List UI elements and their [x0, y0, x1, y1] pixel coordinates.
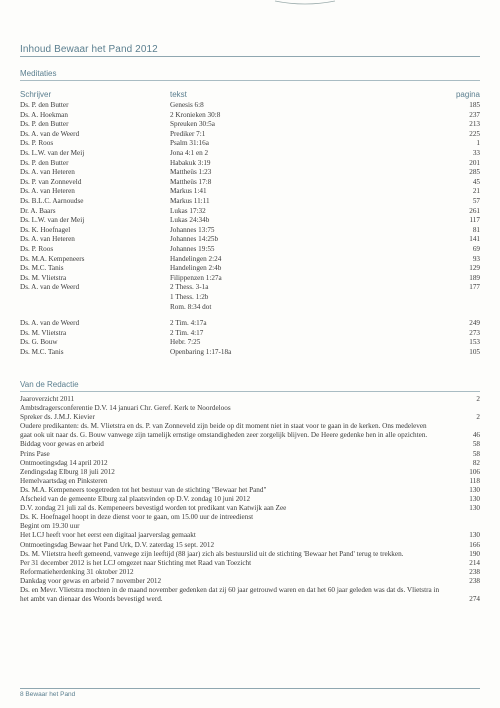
row-text: Mattheüs 1:23 — [170, 168, 212, 177]
row-text: Openbaring 1:17-18a — [170, 348, 232, 356]
list-item — [20, 559, 480, 568]
row-author: Ds. K. Hoefnagel — [20, 225, 71, 234]
table-row — [20, 255, 480, 264]
row-text: Johannes 19:55 — [170, 245, 215, 253]
row-page: 105 — [469, 348, 480, 356]
row-page: 249 — [469, 319, 480, 328]
table-row — [20, 178, 480, 187]
item-text: Oudere predikanten: ds. M. Vlietstra en ds. P. van Zonneveld zijn beide op dit moment niet in staat voor te gaan in de kerken. Ons medeleven gaat ook uit naar ds. G. Bouw vanwege zijn tamelijk ernstige omstandigheden zeer zorgelijk blijven. De Heere gedenke hen in alle opzichten. — [20, 422, 428, 440]
row-page: 213 — [469, 120, 480, 129]
row-page: 129 — [469, 264, 480, 273]
row-author: Ds. P. Roos — [20, 139, 54, 148]
item-text: Ds. K. Hoefnagel hoopt in deze dienst voor te gaan, om 15.00 uur de intreedienst — [20, 513, 254, 522]
table-row — [20, 329, 480, 338]
item-page: 166 — [469, 540, 480, 549]
row-text: Hebr. 7:25 — [170, 338, 201, 347]
title-divider — [20, 56, 480, 57]
item-text: D.V. zondag 21 juli zal ds. Kempeneers bevestigd worden tot predikant van Katwijk aan Zee — [20, 504, 287, 513]
row-author: Ds. A. van de Weerd — [20, 129, 80, 138]
item-text: Ds. M. Vlietstra heeft gemeend, vanwege zijn leeftijd (88 jaar) zich als bestuurslid uit de stichting 'Bewaar het Pand' terug te trekken. — [20, 549, 404, 558]
table-row — [20, 283, 480, 292]
row-author: Ds. A. van de Weerd — [20, 283, 80, 292]
item-page: 238 — [469, 576, 480, 585]
item-page: 130 — [469, 495, 480, 504]
list-item — [20, 422, 480, 440]
item-page: 190 — [469, 549, 480, 558]
list-item — [20, 541, 480, 550]
table-row — [20, 101, 480, 110]
table-row — [20, 348, 480, 357]
list-item — [20, 550, 480, 559]
item-text: Ontmoetingsdag Bewaar het Pand Urk, D.V. zaterdag 15 sept. 2012 — [20, 540, 215, 549]
item-text: Ds. en Mevr. Vlietstra mochten in de maand november gedenken dat zij 60 jaar getrouwd waren en dat het 60 jaar geleden was dat ds. Vlietstra in het ambt van dienaar des Woords bevestigd werd. — [20, 585, 440, 604]
row-text: Genesis 6:8 — [170, 101, 204, 109]
item-page: 2 — [476, 395, 480, 403]
row-page: 45 — [472, 177, 480, 186]
row-text: 2 Tim. 4:17a — [170, 319, 207, 328]
list-item — [20, 568, 480, 577]
item-text: Jaaroverzicht 2011 — [20, 395, 75, 403]
table-row — [20, 139, 480, 148]
row-page: 273 — [469, 328, 480, 337]
item-page: 58 — [472, 440, 480, 449]
row-text: Johannes 13:75 — [170, 225, 215, 234]
item-page: 130 — [469, 485, 480, 494]
item-page: 238 — [469, 567, 480, 576]
list-item — [20, 504, 480, 513]
page-title: Inhoud Bewaar het Pand 2012 — [20, 44, 158, 55]
row-text: Psalm 31:16a — [170, 139, 209, 148]
item-page: 274 — [469, 595, 480, 604]
column-header-text: tekst — [170, 90, 187, 99]
row-author: Ds. A. van Heteren — [20, 235, 75, 244]
row-page: 225 — [469, 129, 480, 138]
item-text: Ontmoetingsdag 14 april 2012 — [20, 458, 108, 467]
row-author: Ds. P. den Butter — [20, 158, 69, 167]
row-author: Ds. P. Roos — [20, 245, 54, 253]
item-text: Ds. M.A. Kempeneers toegetreden tot het bestuur van de stichting "Bewaar het Pand" — [20, 485, 267, 494]
row-page: 185 — [469, 101, 480, 109]
item-page: 130 — [469, 531, 480, 540]
top-decoration — [20, 0, 480, 10]
table-row — [20, 264, 480, 273]
row-page: 33 — [472, 149, 480, 157]
list-item — [20, 477, 480, 486]
row-page: 177 — [469, 283, 480, 292]
item-text: Prins Pase — [20, 449, 50, 458]
row-author: Ds. M.C. Tanis — [20, 264, 64, 273]
row-author: Ds. P. den Butter — [20, 120, 69, 129]
list-item — [20, 495, 480, 504]
row-author: Ds. L.W. van der Meij — [20, 149, 85, 157]
row-page: 261 — [469, 206, 480, 215]
row-author: Ds. L.W. van der Meij — [20, 216, 85, 225]
item-text: Het LCJ heeft voor het eerst een digitaal jaarverslag gemaakt — [20, 531, 196, 540]
list-item — [20, 577, 480, 586]
row-page: 141 — [469, 235, 480, 244]
row-author: Ds. A. van Heteren — [20, 187, 75, 196]
item-text: Reformatieherdenking 31 oktober 2012 — [20, 567, 134, 576]
table-row — [20, 319, 480, 328]
redactie-divider — [20, 391, 480, 392]
row-page: 201 — [469, 158, 480, 167]
row-author: Ds. M. Vlietstra — [20, 328, 67, 337]
row-page: 117 — [469, 216, 480, 225]
row-page: 237 — [469, 110, 480, 119]
list-item — [20, 395, 480, 404]
table-row — [20, 149, 480, 158]
row-author: Dr. A. Baars — [20, 206, 56, 215]
redactie-heading: Van de Redactie — [20, 380, 79, 389]
row-text: Spreuken 30:5a — [170, 120, 215, 129]
meditaties-heading: Meditaties — [20, 69, 57, 78]
row-text: Jona 4:1 en 2 — [170, 149, 209, 157]
item-text: Biddag voor gewas en arbeid — [20, 440, 104, 449]
row-author: Ds. P. den Butter — [20, 101, 69, 109]
list-item — [20, 459, 480, 468]
table-row — [20, 159, 480, 168]
list-item — [20, 440, 480, 449]
row-author: Ds. M.A. Kempeneers — [20, 254, 85, 263]
list-item — [20, 486, 480, 495]
item-page: 46 — [472, 431, 480, 440]
list-item — [20, 513, 480, 522]
row-text: Lukas 17:32 — [170, 206, 206, 215]
table-row — [20, 235, 480, 244]
row-text: Rom. 8:34 dot — [170, 302, 212, 311]
list-item — [20, 522, 480, 531]
table-row — [20, 197, 480, 206]
column-header-author: Schrijver — [20, 90, 52, 99]
page-footer: 8 Bewaar het Pand — [20, 691, 76, 698]
row-author: Ds. M. Vlietstra — [20, 273, 67, 282]
row-author: Ds. P. van Zonneveld — [20, 177, 82, 186]
row-page: 1 — [476, 139, 480, 148]
table-row — [20, 168, 480, 177]
item-text: Hemelvaartsdag en Pinksteren — [20, 476, 108, 485]
table-row — [20, 130, 480, 139]
row-text: 2 Tim. 4:17 — [170, 328, 204, 337]
row-page: 21 — [472, 187, 480, 196]
item-text: Dankdag voor gewas en arbeid 7 november 2012 — [20, 576, 162, 585]
table-row — [20, 120, 480, 129]
item-page: 214 — [469, 558, 480, 567]
item-page: 106 — [469, 467, 480, 476]
item-page: 58 — [472, 449, 480, 458]
row-author: Ds. G. Bouw — [20, 338, 58, 347]
item-page: 82 — [472, 458, 480, 467]
row-text: 2 Thess. 3-1a — [170, 283, 209, 292]
row-text: 1 Thess. 1:2b — [170, 293, 209, 301]
footer-divider — [20, 688, 480, 689]
meditaties-divider — [20, 80, 480, 81]
item-text: Spreker ds. J.M.J. Kievier — [20, 413, 95, 422]
row-text: Handelingen 2:24 — [170, 254, 222, 263]
item-text: Ambtsdragersconferentie D.V. 14 januari Chr. Geref. Kerk te Noordeloos — [20, 404, 231, 413]
row-text: Habakuk 3:19 — [170, 158, 211, 167]
row-text: Handelingen 2:4b — [170, 264, 222, 273]
item-page: 118 — [469, 476, 480, 485]
row-text: Filippenzen 1:27a — [170, 273, 222, 282]
redactie-list — [20, 395, 480, 604]
row-text: Mattheüs 17:8 — [170, 177, 212, 186]
row-page: 69 — [472, 245, 480, 253]
row-text: Johannes 14:25b — [170, 235, 219, 244]
row-text: 2 Kronieken 30:8 — [170, 110, 221, 119]
item-page: 130 — [469, 504, 480, 513]
table-row — [20, 207, 480, 216]
row-author: Ds. B.L.C. Aarnoudse — [20, 197, 84, 205]
item-text: Zendingsdag Elburg 18 juli 2012 — [20, 467, 115, 476]
row-text: Markus 11:11 — [170, 197, 210, 205]
table-row — [20, 338, 480, 347]
item-text: Per 31 december 2012 is het LCJ omgezet naar Stichting met Raad van Toezicht — [20, 558, 252, 567]
table-row — [20, 245, 480, 254]
list-item — [20, 413, 480, 422]
row-page: 189 — [469, 273, 480, 282]
row-author: Ds. M.C. Tanis — [20, 348, 64, 356]
item-page: 2 — [476, 413, 480, 422]
row-page: 93 — [472, 254, 480, 263]
row-page: 153 — [469, 338, 480, 347]
item-text: Begint om 19.30 uur — [20, 522, 80, 531]
list-item — [20, 586, 480, 604]
row-author: Ds. A. van Heteren — [20, 168, 75, 177]
row-page: 285 — [469, 168, 480, 177]
row-text: Lukas 24:34b — [170, 216, 210, 225]
row-author: Ds. A. Hoekman — [20, 110, 68, 119]
list-item — [20, 468, 480, 477]
table-row — [20, 274, 480, 283]
list-item — [20, 531, 480, 540]
table-row — [20, 216, 480, 225]
row-page: 81 — [472, 225, 480, 234]
table-row — [20, 187, 480, 196]
row-text: Markus 1:41 — [170, 187, 207, 196]
table-row — [20, 226, 480, 235]
row-author: Ds. A. van de Weerd — [20, 319, 80, 328]
row-text: Prediker 7:1 — [170, 129, 206, 138]
list-item — [20, 450, 480, 459]
row-page: 57 — [472, 197, 480, 205]
list-item — [20, 404, 480, 413]
table-row — [20, 293, 480, 302]
table-row — [20, 111, 480, 120]
table-row — [20, 303, 480, 312]
column-header-page: pagina — [455, 90, 480, 99]
item-text: Afscheid van de gemeente Elburg zal plaatsvinden op D.V. zondag 10 juni 2012 — [20, 495, 251, 504]
